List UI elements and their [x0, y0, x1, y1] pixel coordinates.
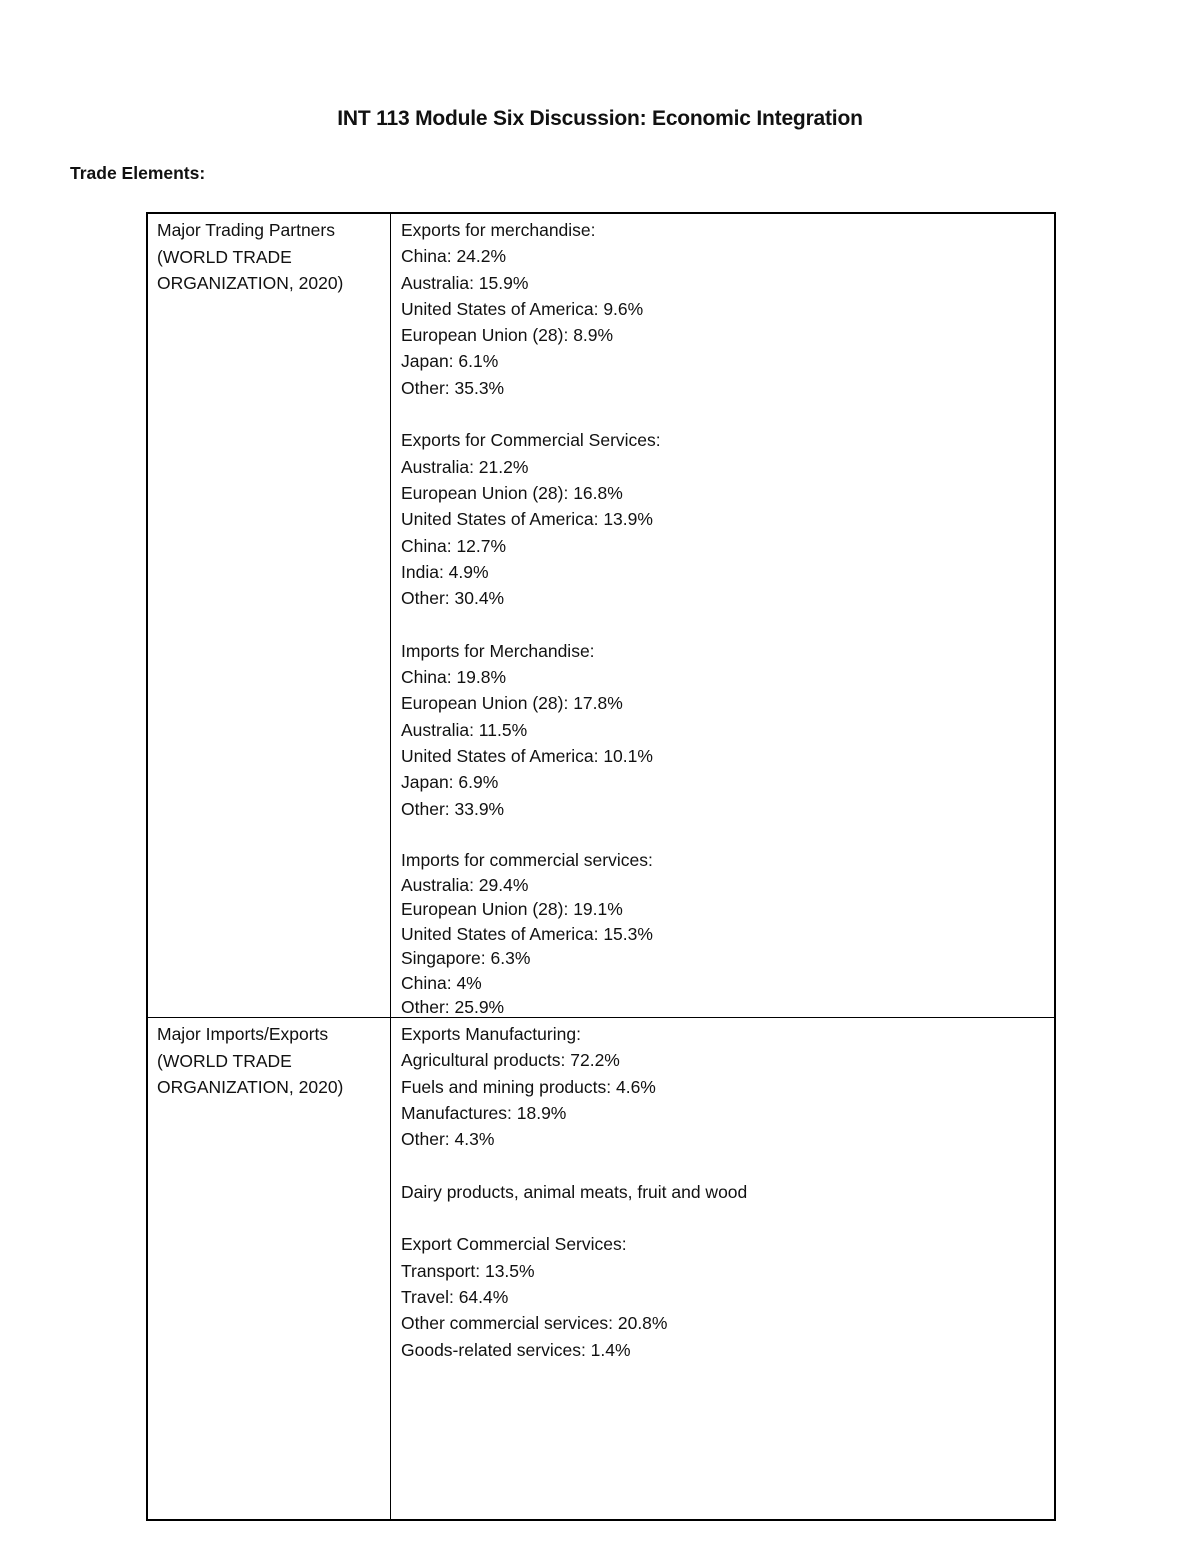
section-heading: Trade Elements:: [70, 163, 206, 183]
list-item: China: 4%: [401, 972, 482, 993]
group-imports-commercial-services: [401, 848, 1054, 1020]
row-content-cell: [391, 1018, 1054, 1519]
spacer: [401, 1205, 1054, 1231]
list-item: Japan: 6.9%: [401, 772, 499, 793]
list-item: European Union (28): 19.1%: [401, 899, 623, 920]
trade-elements-table: [146, 212, 1056, 1521]
group-exports-commercial-services: [401, 427, 1054, 611]
list-item: Australia: 15.9%: [401, 272, 529, 293]
document-title: INT 113 Module Six Discussion: Economic Integration: [337, 107, 863, 130]
list-item: China: 24.2%: [401, 246, 507, 267]
list-item: Other: 30.4%: [401, 588, 505, 609]
group-exports-manufacturing: [401, 1021, 1054, 1152]
list-item: United States of America: 10.1%: [401, 745, 653, 766]
group-exports-merchandise: [401, 217, 1054, 401]
list-item: China: 12.7%: [401, 535, 507, 556]
row-label-line: (WORLD TRADE: [157, 246, 292, 267]
row-content-cell: [391, 214, 1054, 1017]
list-item: Goods-related services: 1.4%: [401, 1339, 631, 1360]
list-item: China: 19.8%: [401, 667, 507, 688]
table-row-imports-exports: [148, 1017, 1054, 1519]
list-item: European Union (28): 16.8%: [401, 482, 623, 503]
list-item: European Union (28): 17.8%: [401, 693, 623, 714]
row-label-line: ORGANIZATION, 2020): [157, 1077, 344, 1097]
list-item: Australia: 21.2%: [401, 456, 529, 477]
spacer: [401, 401, 1054, 427]
group-heading: Imports for commercial services:: [401, 850, 653, 871]
row-label-cell: [148, 1018, 391, 1519]
group-imports-merchandise: [401, 638, 1054, 822]
spacer: [401, 1152, 1054, 1178]
group-product-description: [401, 1179, 1054, 1205]
table-row-trading-partners: [148, 214, 1054, 1017]
list-item: India: 4.9%: [401, 561, 489, 582]
list-item: United States of America: 15.3%: [401, 923, 653, 944]
list-item: Fuels and mining products: 4.6%: [401, 1076, 656, 1097]
list-item: Agricultural products: 72.2%: [401, 1050, 620, 1071]
list-item: Australia: 11.5%: [401, 719, 528, 740]
list-item: Australia: 29.4%: [401, 874, 529, 895]
row-label-line: ORGANIZATION, 2020): [157, 273, 344, 293]
group-heading: Imports for Merchandise:: [401, 640, 595, 661]
list-item: Singapore: 6.3%: [401, 948, 531, 969]
row-label-line: Major Imports/Exports: [157, 1024, 329, 1044]
group-heading: Exports for Commercial Services:: [401, 430, 661, 451]
row-label-cell: [148, 214, 391, 1017]
list-item: Other: 35.3%: [401, 377, 505, 398]
group-heading: Export Commercial Services:: [401, 1234, 627, 1255]
list-item: Other commercial services: 20.8%: [401, 1313, 668, 1334]
list-item: Japan: 6.1%: [401, 351, 499, 372]
spacer: [401, 611, 1054, 637]
group-heading: Exports Manufacturing:: [401, 1024, 581, 1044]
row-label-line: (WORLD TRADE: [157, 1050, 292, 1071]
list-item: Travel: 64.4%: [401, 1286, 509, 1307]
row-label-line: Major Trading Partners: [157, 220, 335, 240]
list-item: Dairy products, animal meats, fruit and wood: [401, 1181, 748, 1202]
list-item: Other: 25.9%: [401, 997, 505, 1018]
group-heading: Exports for merchandise:: [401, 220, 596, 240]
list-item: Other: 4.3%: [401, 1129, 495, 1150]
group-export-commercial-services: [401, 1231, 1054, 1362]
list-item: Transport: 13.5%: [401, 1260, 535, 1281]
list-item: Other: 33.9%: [401, 798, 505, 819]
spacer: [401, 822, 1054, 848]
list-item: United States of America: 13.9%: [401, 509, 653, 530]
list-item: United States of America: 9.6%: [401, 298, 644, 319]
list-item: European Union (28): 8.9%: [401, 325, 614, 346]
list-item: Manufactures: 18.9%: [401, 1102, 567, 1123]
